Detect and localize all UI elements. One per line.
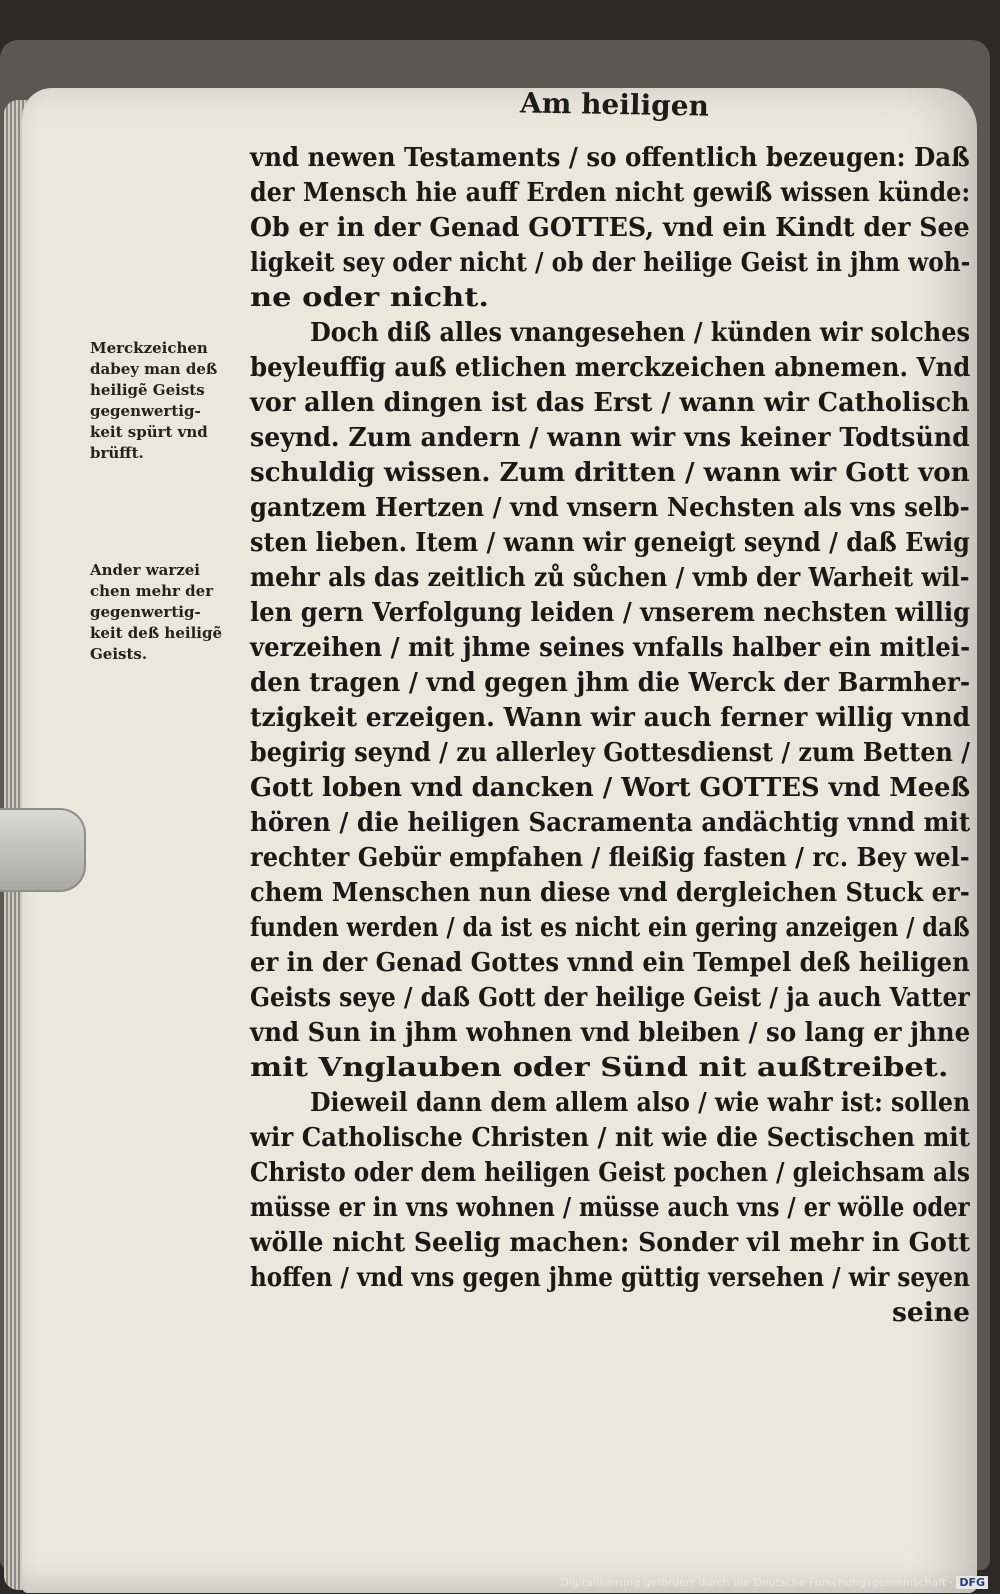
- text-line: Doch diß alles vnangesehen / künden wir solches: [310, 317, 970, 348]
- text-line: müsse er in vns wohnen / müsse auch vns / er wölle oder: [250, 1192, 970, 1223]
- margin-line: Geists.: [90, 645, 148, 663]
- margin-line: Ander warzei: [90, 561, 200, 579]
- text-line: gantzem Hertzen / vnd vnsern Nechsten als vns selb-: [250, 492, 970, 523]
- text-line: ligkeit sey oder nicht / ob der heilige Geist in jhm woh-: [250, 247, 971, 278]
- text-line: ne oder nicht.: [250, 282, 489, 313]
- text-line: vnd Sun in jhm wohnen vnd bleiben / so lang er jhne: [250, 1017, 971, 1048]
- text-line: den tragen / vnd gegen jhm die Werck der Barmher-: [250, 667, 971, 698]
- text-line: wölle nicht Seelig machen: Sonder vil mehr in Gott: [250, 1227, 971, 1258]
- footer-credit: [560, 1576, 988, 1589]
- catchword: seine: [892, 1297, 970, 1328]
- text-line: der Mensch hie auff Erden nicht gewiß wissen künde:: [250, 177, 971, 208]
- body-text: [250, 140, 970, 1330]
- margin-line: gegenwertig-: [90, 402, 201, 420]
- margin-line: brüfft.: [90, 444, 144, 462]
- running-head: Am heiligen: [519, 86, 710, 123]
- margin-line: keit deß heiligẽ: [90, 624, 223, 642]
- footer-text: Digitalisierung gefördert durch die Deutsche Forschungsgemeinschaft ·: [560, 1576, 954, 1589]
- text-line: Christo oder dem heiligen Geist pochen / gleichsam als: [250, 1157, 970, 1188]
- text-line: wir Catholische Christen / nit wie die Sectischen mit: [250, 1122, 970, 1153]
- text-line: er in der Genad Gottes vnnd ein Tempel deß heiligen: [250, 947, 970, 978]
- text-line: seynd. Zum andern / wann wir vns keiner Todtsünd: [250, 422, 970, 453]
- text-line: hoffen / vnd vns gegen jhme güttig versehen / wir seyen: [250, 1262, 970, 1293]
- page-clip: [0, 808, 86, 892]
- margin-line: chen mehr der: [90, 582, 214, 600]
- text-line: Geists seye / daß Gott der heilige Geist / ja auch Vatter: [250, 982, 970, 1013]
- text-line: vnd newen Testaments / so offentlich bezeugen: Daß: [250, 142, 970, 173]
- text-line: len gern Verfolgung leiden / vnserem nechsten willig: [250, 597, 971, 628]
- text-line: schuldig wissen. Zum dritten / wann wir Gott von: [250, 457, 970, 488]
- dfg-logo: DFG: [956, 1576, 988, 1589]
- text-line: funden werden / da ist es nicht ein gering anzeigen / daß: [250, 912, 970, 943]
- text-line: hören / die heiligen Sacramenta andächtig vnnd mit: [250, 807, 971, 838]
- text-line: vor allen dingen ist das Erst / wann wir Catholisch: [250, 387, 970, 418]
- text-line: mit Vnglauben oder Sünd nit außtreibet.: [250, 1052, 949, 1083]
- margin-line: dabey man deß: [90, 360, 218, 378]
- margin-line: Merckzeichen: [90, 339, 208, 357]
- text-line: Ob er in der Genad GOTTES, vnd ein Kindt der See: [250, 212, 970, 243]
- text-line: rechter Gebür empfahen / fleißig fasten / rc. Bey wel-: [250, 842, 970, 873]
- text-line: Dieweil dann dem allem also / wie wahr ist: sollen: [310, 1087, 971, 1118]
- text-line: tzigkeit erzeigen. Wann wir auch ferner willig vnnd: [250, 702, 971, 733]
- text-line: begirig seynd / zu allerley Gottesdienst / zum Betten /: [250, 737, 970, 768]
- text-line: Gott loben vnd dancken / Wort GOTTES vnd Meeß: [250, 772, 971, 803]
- text-line: verzeihen / mit jhme seines vnfalls halber ein mitlei-: [250, 632, 971, 663]
- margin-note-2: [90, 560, 240, 665]
- margin-line: gegenwertig-: [90, 603, 201, 621]
- text-line: beyleuffig auß etlichen merckzeichen abnemen. Vnd: [250, 352, 971, 383]
- margin-note-1: [90, 338, 240, 464]
- margin-line: heiligẽ Geists: [90, 381, 205, 399]
- margin-line: keit spürt vnd: [90, 423, 208, 441]
- text-line: sten lieben. Item / wann wir geneigt seynd / daß Ewig: [250, 527, 970, 558]
- text-line: chem Menschen nun diese vnd dergleichen Stuck er-: [250, 877, 970, 908]
- text-line: mehr als das zeitlich zů sůchen / vmb der Warheit wil-: [250, 562, 970, 593]
